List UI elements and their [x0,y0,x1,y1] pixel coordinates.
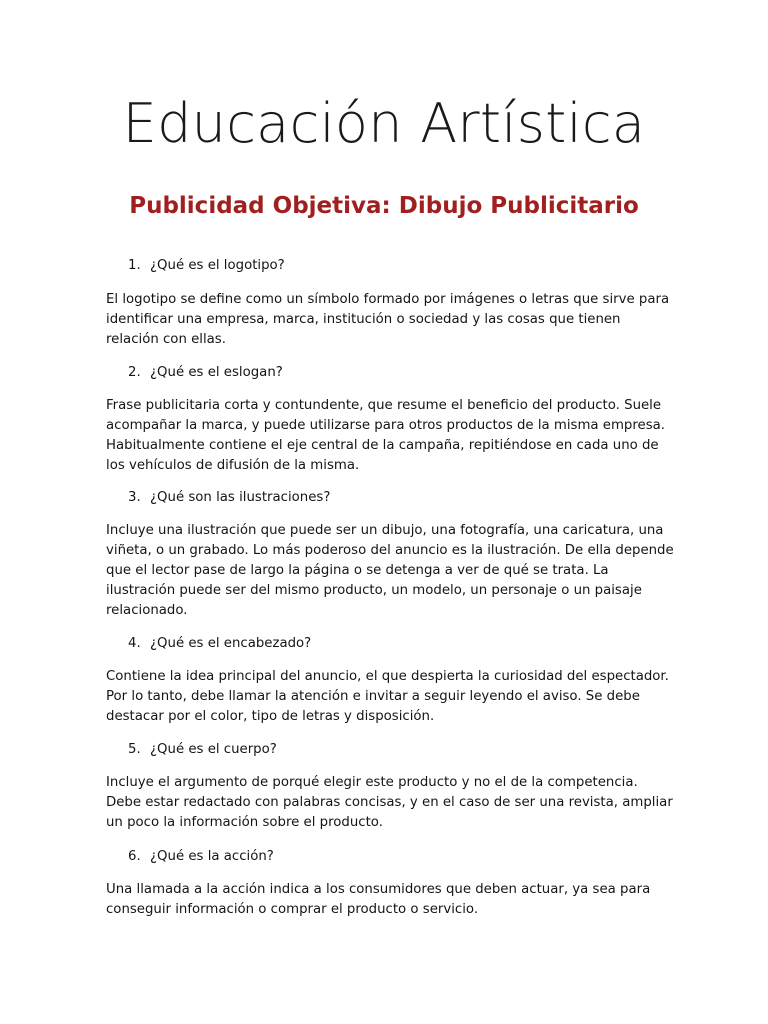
question-5 [128,740,277,760]
question-number: 2. [128,365,141,380]
question-2 [128,363,283,383]
question-text: ¿Qué es el cuerpo? [150,742,277,757]
document-subtitle: Publicidad Objetiva: Dibujo Publicitario [129,193,639,219]
question-number: 4. [128,636,141,651]
question-1 [128,256,285,276]
answer-2: Frase publicitaria corta y contundente, que resume el beneficio del producto. Suele acompañar la marca, y puede utilizarse para otros productos de la misma empresa. Habitualmente contiene el eje central de la campaña, repitiéndose en cada uno de los vehículos de difusión de la misma. [106,398,666,473]
answer-1: El logotipo se define como un símbolo formado por imágenes o letras que sirve para identificar una empresa, marca, institución o sociedad y las cosas que tienen relación con ellas. [106,292,670,347]
question-number: 5. [128,742,141,757]
question-number: 1. [128,258,141,273]
answer-6: Una llamada a la acción indica a los consumidores que deben actuar, ya sea para conseguir información o comprar el producto o servicio. [106,882,651,917]
question-text: ¿Qué es el eslogan? [150,365,283,380]
document-title: Educación Artística [122,92,646,155]
question-4 [128,634,311,654]
question-text: ¿Qué es la acción? [150,849,274,864]
question-6 [128,847,274,867]
question-text: ¿Qué es el encabezado? [150,636,312,651]
answer-5: Incluye el argumento de porqué elegir este producto y no el de la competencia. Debe estar redactado con palabras concisas, y en el caso de ser una revista, ampliar un poco la información sobre el producto. [106,775,673,830]
question-text: ¿Qué son las ilustraciones? [150,490,331,505]
question-text: ¿Qué es el logotipo? [150,258,285,273]
question-number: 6. [128,849,141,864]
question-3 [128,488,330,508]
question-number: 3. [128,490,141,505]
answer-4: Contiene la idea principal del anuncio, el que despierta la curiosidad del espectador. Por lo tanto, debe llamar la atención e invitar a seguir leyendo el aviso. Se debe destacar por el color, tipo de letras y disposición. [106,669,669,724]
answer-3: Incluye una ilustración que puede ser un dibujo, una fotografía, una caricatura, una viñeta, o un grabado. Lo más poderoso del anuncio es la ilustración. De ella depende que el lector pase de largo la página o se detenga a ver de qué se trata. La ilustración puede ser del mismo producto, un modelo, un personaje o un paisaje relacionado. [106,523,674,618]
